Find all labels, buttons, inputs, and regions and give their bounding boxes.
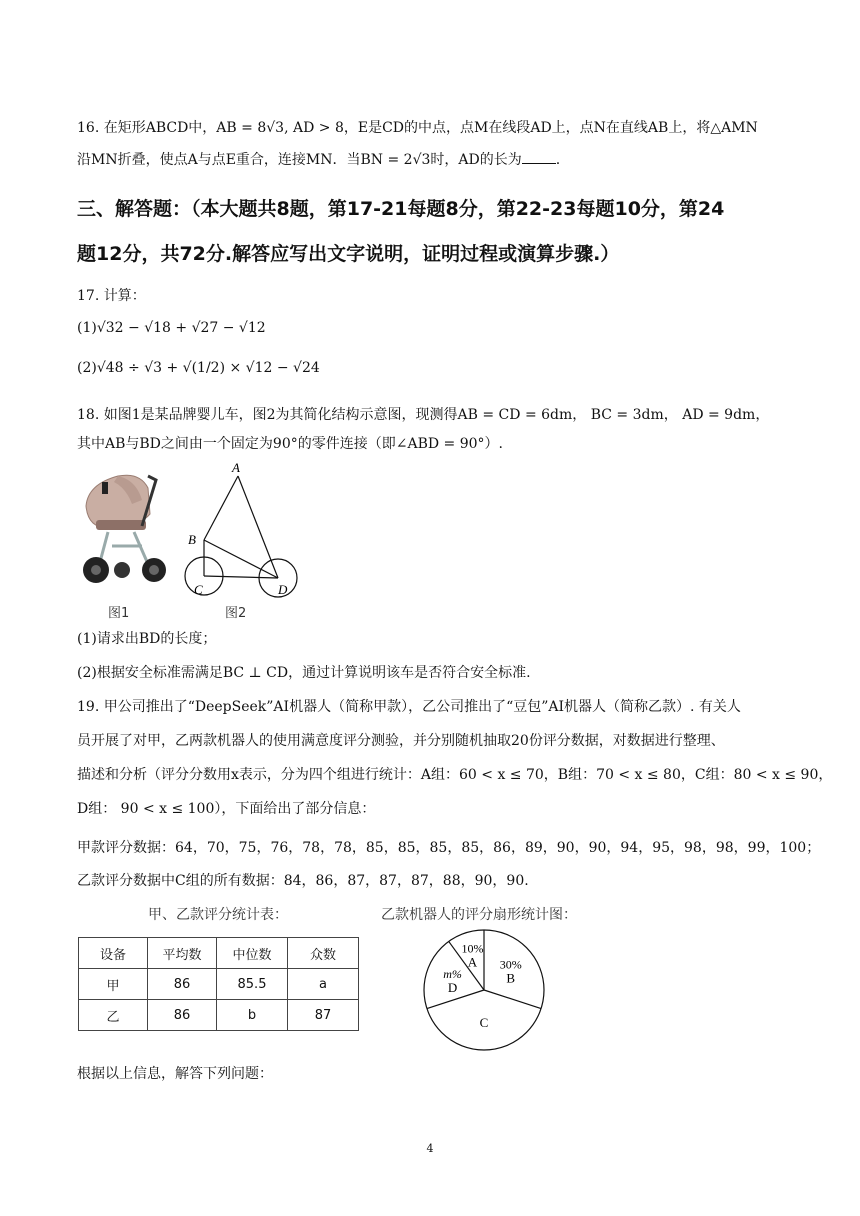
q18-line1: 18. 如图1是某品牌婴儿车，图2为其简化结构示意图，现测得AB = CD = 6dm， BC = 3dm， AD = 9dm， <box>77 407 770 423</box>
fig1-caption: 图1 <box>108 606 130 621</box>
pie-percent-label: 10% <box>461 941 484 956</box>
table-cell: 85.5 <box>217 969 288 1000</box>
pie-percent-label: 30% <box>499 957 522 972</box>
q19-line4: D组： 90 < x ≤ 100），下面给出了部分信息： <box>77 801 376 817</box>
section3-heading-line2: 题12分，共72分.解答应写出文字说明，证明过程或演算步骤.） <box>77 243 620 265</box>
table-header: 中位数 <box>217 938 288 969</box>
q17-title: 17. 计算： <box>77 288 146 304</box>
pie-percent-label: m% <box>443 966 462 981</box>
table-row <box>79 969 359 1000</box>
stroller-diagram <box>180 460 300 600</box>
q17-part1: (1)√32 − √18 + √27 − √12 <box>77 320 266 336</box>
q19-line3: 描述和分析（评分分数用x表示，分为四个组进行统计：A组：60 < x ≤ 70，B组：70 < x ≤ 80，C组：80 < x ≤ 90， <box>77 767 833 783</box>
page-number: 4 <box>426 1142 434 1155</box>
table-header: 平均数 <box>148 938 217 969</box>
q18-sub1: (1)请求出BD的长度； <box>77 631 217 647</box>
pie-category-label: C <box>479 1015 489 1030</box>
table-title: 甲、乙款评分统计表： <box>148 907 288 923</box>
table-cell: 87 <box>288 1000 359 1031</box>
q17-part2: (2)√48 ÷ √3 + √(1/2) × √12 − √24 <box>77 360 320 376</box>
q19-line2: 员开展了对甲，乙两款机器人的使用满意度评分测验，并分别随机抽取20份评分数据，对数据进行整理、 <box>77 733 725 749</box>
stroller-photo <box>78 466 170 588</box>
table-header-row <box>79 938 359 969</box>
pie-category-label: D <box>447 979 458 995</box>
q19-line5: 甲款评分数据：64，70，75，76，78，78，85，85，85，85，86，89，90，90，94，95，98，98，99，100； <box>77 840 821 856</box>
q19-line1: 19. 甲公司推出了“DeepSeek”AI机器人（简称甲款），乙公司推出了“豆包”AI机器人（简称乙款）. 有关人 <box>77 699 741 715</box>
label-b: B <box>188 532 196 547</box>
pie-category-label: A <box>467 954 478 970</box>
table-cell: a <box>288 969 359 1000</box>
score-pie-chart <box>418 924 550 1056</box>
pie-title: 乙款机器人的评分扇形统计图： <box>381 907 577 923</box>
table-header: 众数 <box>288 938 359 969</box>
score-stats-table <box>78 937 359 1031</box>
label-c: C <box>194 582 203 597</box>
fig2-caption: 图2 <box>225 606 247 621</box>
q16-line2-text: 沿MN折叠，使点A与点E重合，连接MN．当BN = 2√3时，AD的长为 <box>77 152 522 168</box>
answer-blank <box>522 149 556 164</box>
table-cell: 86 <box>148 969 217 1000</box>
q16-end: . <box>555 152 561 168</box>
q16-line1: 16. 在矩形ABCD中，AB = 8√3, AD > 8，E是CD的中点，点M在线段AD上，点N在直线AB上，将△AMN <box>77 120 758 136</box>
label-a: A <box>232 460 240 475</box>
table-cell: 乙 <box>79 1000 148 1031</box>
table-cell: 甲 <box>79 969 148 1000</box>
q19-closing: 根据以上信息，解答下列问题： <box>77 1066 273 1082</box>
table-cell: 86 <box>148 1000 217 1031</box>
q18-sub2: (2)根据安全标准需满足BC ⊥ CD，通过计算说明该车是否符合安全标准. <box>77 665 531 681</box>
pie-category-label: B <box>506 970 516 986</box>
q18-line2: 其中AB与BD之间由一个固定为90°的零件连接（即∠ABD = 90°）. <box>77 436 503 452</box>
section3-heading-line1: 三、解答题：（本大题共8题，第17-21每题8分，第22-23每题10分，第24 <box>77 198 725 220</box>
table-cell: b <box>217 1000 288 1031</box>
table-row <box>79 1000 359 1031</box>
table-header: 设备 <box>79 938 148 969</box>
label-d: D <box>278 582 288 597</box>
q16-line2 <box>77 149 560 170</box>
q19-line6: 乙款评分数据中C组的所有数据：84，86，87，87，87，88，90，90. <box>77 873 529 889</box>
